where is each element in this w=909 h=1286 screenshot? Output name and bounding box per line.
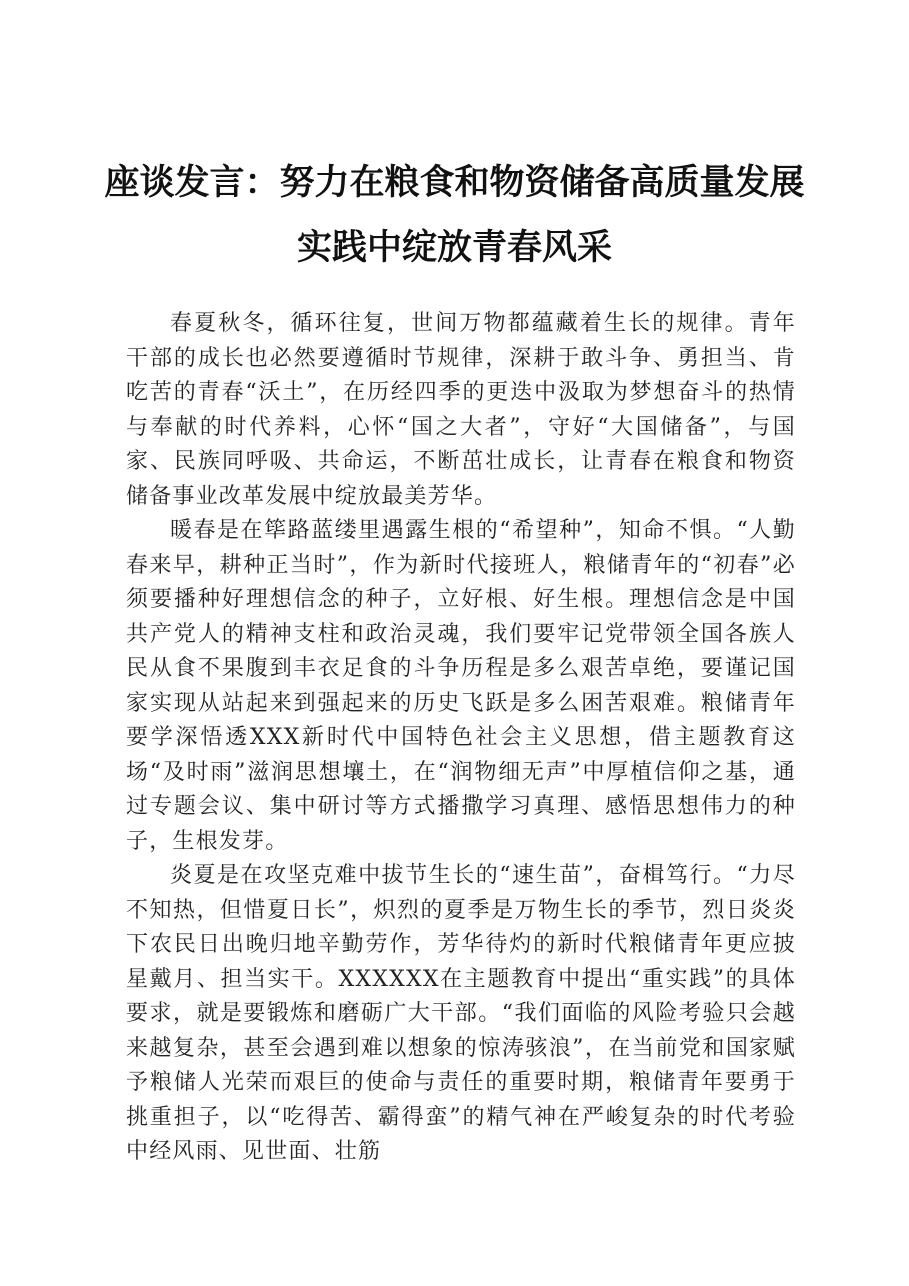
paragraph-2: 暖春是在筚路蓝缕里遇露生根的“希望种”，知命不惧。“人勤春来早，耕种正当时”，作为新时代接班人，粮储青年的“初春”必须要播种好理想信念的种子，立好根、好生根。理想信念是中国共产党人的精神支柱和政治灵魂，我们要牢记党带领全国各族人民从食不果腹到丰衣足食的斗争历程是多么艰苦卓绝，要谨记国家实现从站起来到强起来的历史飞跃是多么困苦艰难。粮储青年要学深悟透XXX新时代中国特色社会主义思想，借主题教育这场“及时雨”滋润思想壤土，在“润物细无声”中厚植信仰之基，通过专题会议、集中研讨等方式播撒学习真理、感悟思想伟力的种子，生根发芽。: [126, 518, 796, 854]
paragraph-1: 春夏秋冬，循环往复，世间万物都蕴藏着生长的规律。青年干部的成长也必然要遵循时节规律，深耕于敢斗争、勇担当、肯吃苦的青春“沃土”，在历经四季的更迭中汲取为梦想奋斗的热情与奉献的时代养料，心怀“国之大者”，守好“大国储备”，与国家、民族同呼吸、共命运，不断茁壮成长，让青春在粮食和物资储备事业改革发展中绽放最美芳华。: [126, 311, 796, 509]
document-title-line-2: 实践中绽放青春风采: [296, 227, 612, 268]
paragraph-3: 炎夏是在攻坚克难中拔节生长的“速生苗”，奋楫笃行。“力尽不知热，但惜夏日长”，炽烈的夏季是万物生长的季节，烈日炎炎下农民日出晚归地辛勤劳作，芳华待灼的新时代粮储青年更应披星戴月、担当实干。XXXXXX在主题教育中提出“重实践”的具体要求，就是要锻炼和磨砺广大干部。“我们面临的风险考验只会越来越复杂，甚至会遇到难以想象的惊涛骇浪”，在当前党和国家赋予粮储人光荣而艰巨的使命与责任的重要时期，粮储青年要勇于挑重担子，以“吃得苦、霸得蛮”的精气神在严峻复杂的时代考验中经风雨、见世面、壮筋: [126, 863, 796, 1164]
document-title-line-1: 座谈发言：努力在粮食和物资储备高质量发展: [104, 162, 805, 203]
document-body: [126, 307, 796, 1170]
